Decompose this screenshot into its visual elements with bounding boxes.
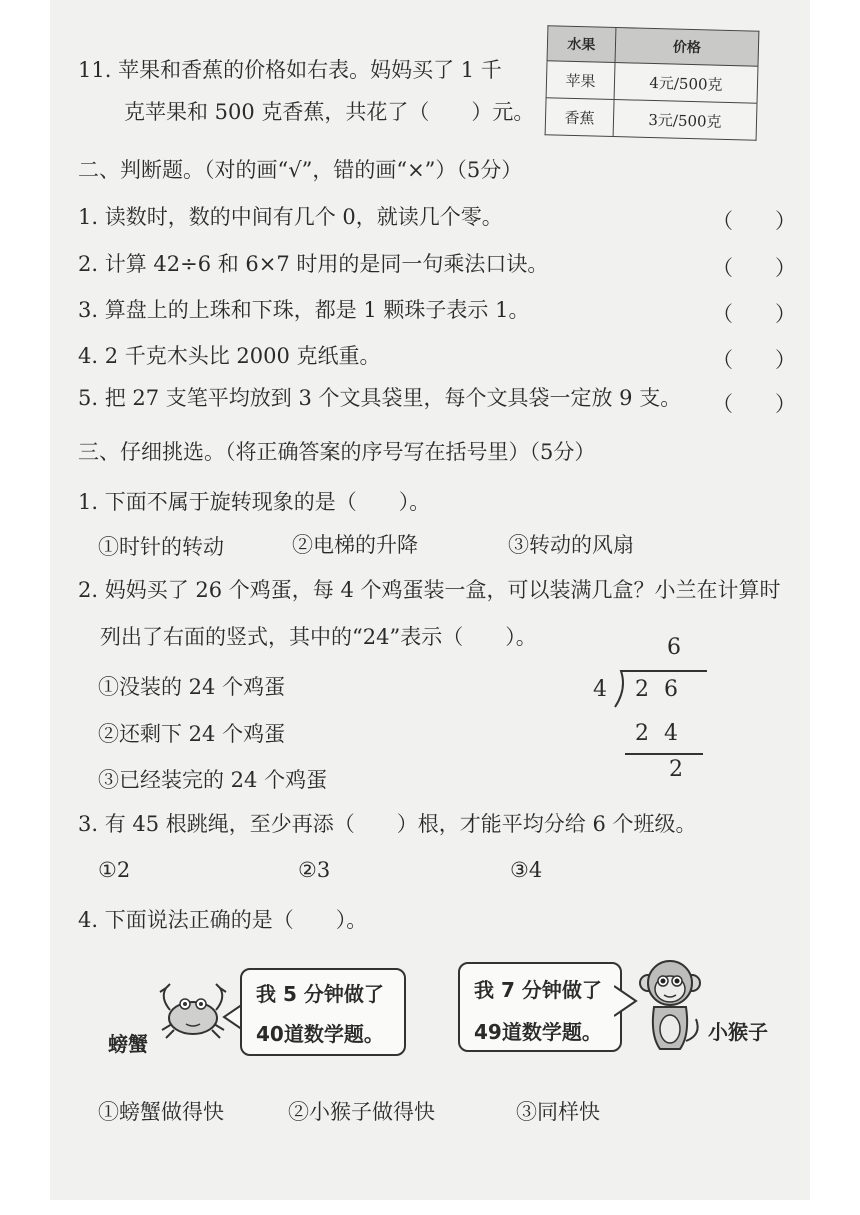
- choice-q1-stem: 1. 下面不属于旋转现象的是（ ）。: [78, 490, 431, 514]
- price-table-header-price: 价格: [615, 28, 759, 67]
- price-table-cell: 3元/500克: [613, 100, 757, 141]
- price-table-cell: 苹果: [546, 61, 615, 100]
- choice-q4-option-3[interactable]: ③同样快: [516, 1100, 600, 1124]
- choice-q3-option-2[interactable]: ②3: [298, 858, 331, 882]
- choice-q4-option-1[interactable]: ①螃蟹做得快: [98, 1100, 224, 1124]
- crab-label: 螃蟹: [108, 1032, 148, 1056]
- choice-q2-stem-line1: 2. 妈妈买了 26 个鸡蛋，每 4 个鸡蛋装一盒，可以装满几盒？小兰在计算时: [78, 578, 781, 602]
- price-table-cell: 4元/500克: [614, 63, 758, 104]
- price-table: [545, 25, 760, 141]
- long-division: [585, 635, 715, 785]
- monkey-speech-bubble: [458, 962, 622, 1052]
- judge-item-1: 1. 读数时，数的中间有几个 0，就读几个零。: [78, 205, 503, 229]
- choice-q3-option-1[interactable]: ①2: [98, 858, 131, 882]
- choice-q1-option-2[interactable]: ②电梯的升降: [292, 533, 418, 557]
- division-product: 2 4: [635, 721, 682, 746]
- judge-item-3: 3. 算盘上的上珠和下珠，都是 1 颗珠子表示 1。: [78, 298, 530, 322]
- crab-bubble-line1: 我 5 分钟做了: [256, 982, 384, 1006]
- judge-item-4: 4. 2 千克木头比 2000 克纸重。: [78, 344, 381, 368]
- monkey-icon: [636, 955, 704, 1055]
- choice-q1-option-3[interactable]: ③转动的风扇: [508, 533, 634, 557]
- price-table-cell: 香蕉: [545, 98, 614, 137]
- judge-answer-2[interactable]: （ ）: [712, 256, 796, 280]
- section2-heading: 二、判断题。（对的画“√”，错的画“×”）（5分）: [78, 158, 523, 182]
- crab-icon: [156, 980, 230, 1044]
- choice-q1-option-1[interactable]: ①时针的转动: [98, 535, 224, 559]
- choice-q4-option-2[interactable]: ②小猴子做得快: [288, 1100, 435, 1124]
- division-remainder: 2: [669, 757, 683, 782]
- monkey-bubble-line2: 49道数学题。: [474, 1020, 602, 1044]
- choice-q2-stem-line2: 列出了右面的竖式，其中的“24”表示（ ）。: [100, 625, 537, 649]
- judge-answer-4[interactable]: （ ）: [712, 348, 796, 372]
- judge-answer-5[interactable]: （ ）: [712, 392, 796, 416]
- division-dividend: 2 6: [635, 677, 682, 702]
- choice-q2-option-3[interactable]: ③已经装完的 24 个鸡蛋: [98, 768, 328, 792]
- crab-bubble-line2: 40道数学题。: [256, 1022, 384, 1046]
- judge-item-5: 5. 把 27 支笔平均放到 3 个文具袋里，每个文具袋一定放 9 支。: [78, 386, 682, 410]
- q11-line2: 克苹果和 500 克香蕉，共花了（ ）元。: [124, 100, 535, 124]
- q11-line1: 11. 苹果和香蕉的价格如右表。妈妈买了 1 千: [78, 58, 502, 82]
- monkey-label: 小猴子: [708, 1020, 768, 1044]
- division-underline: [625, 753, 703, 755]
- choice-q4-stem: 4. 下面说法正确的是（ ）。: [78, 908, 368, 932]
- section3-heading: 三、仔细挑选。（将正确答案的序号写在括号里）（5分）: [78, 440, 596, 464]
- choice-q3-stem: 3. 有 45 根跳绳，至少再添（ ）根，才能平均分给 6 个班级。: [78, 812, 697, 836]
- choice-q2-option-2[interactable]: ②还剩下 24 个鸡蛋: [98, 722, 286, 746]
- judge-answer-1[interactable]: （ ）: [712, 209, 796, 233]
- division-quotient: 6: [667, 635, 681, 660]
- judge-item-2: 2. 计算 42÷6 和 6×7 时用的是同一句乘法口诀。: [78, 252, 549, 276]
- monkey-bubble-line1: 我 7 分钟做了: [474, 978, 602, 1002]
- division-divisor: 4: [593, 677, 607, 702]
- crab-speech-bubble: [240, 968, 406, 1056]
- price-table-header-fruit: 水果: [547, 26, 616, 63]
- choice-q3-option-3[interactable]: ③4: [510, 858, 543, 882]
- choice-q2-option-1[interactable]: ①没装的 24 个鸡蛋: [98, 675, 286, 699]
- monkey-bubble-tail: [614, 984, 638, 1018]
- judge-answer-3[interactable]: （ ）: [712, 302, 796, 326]
